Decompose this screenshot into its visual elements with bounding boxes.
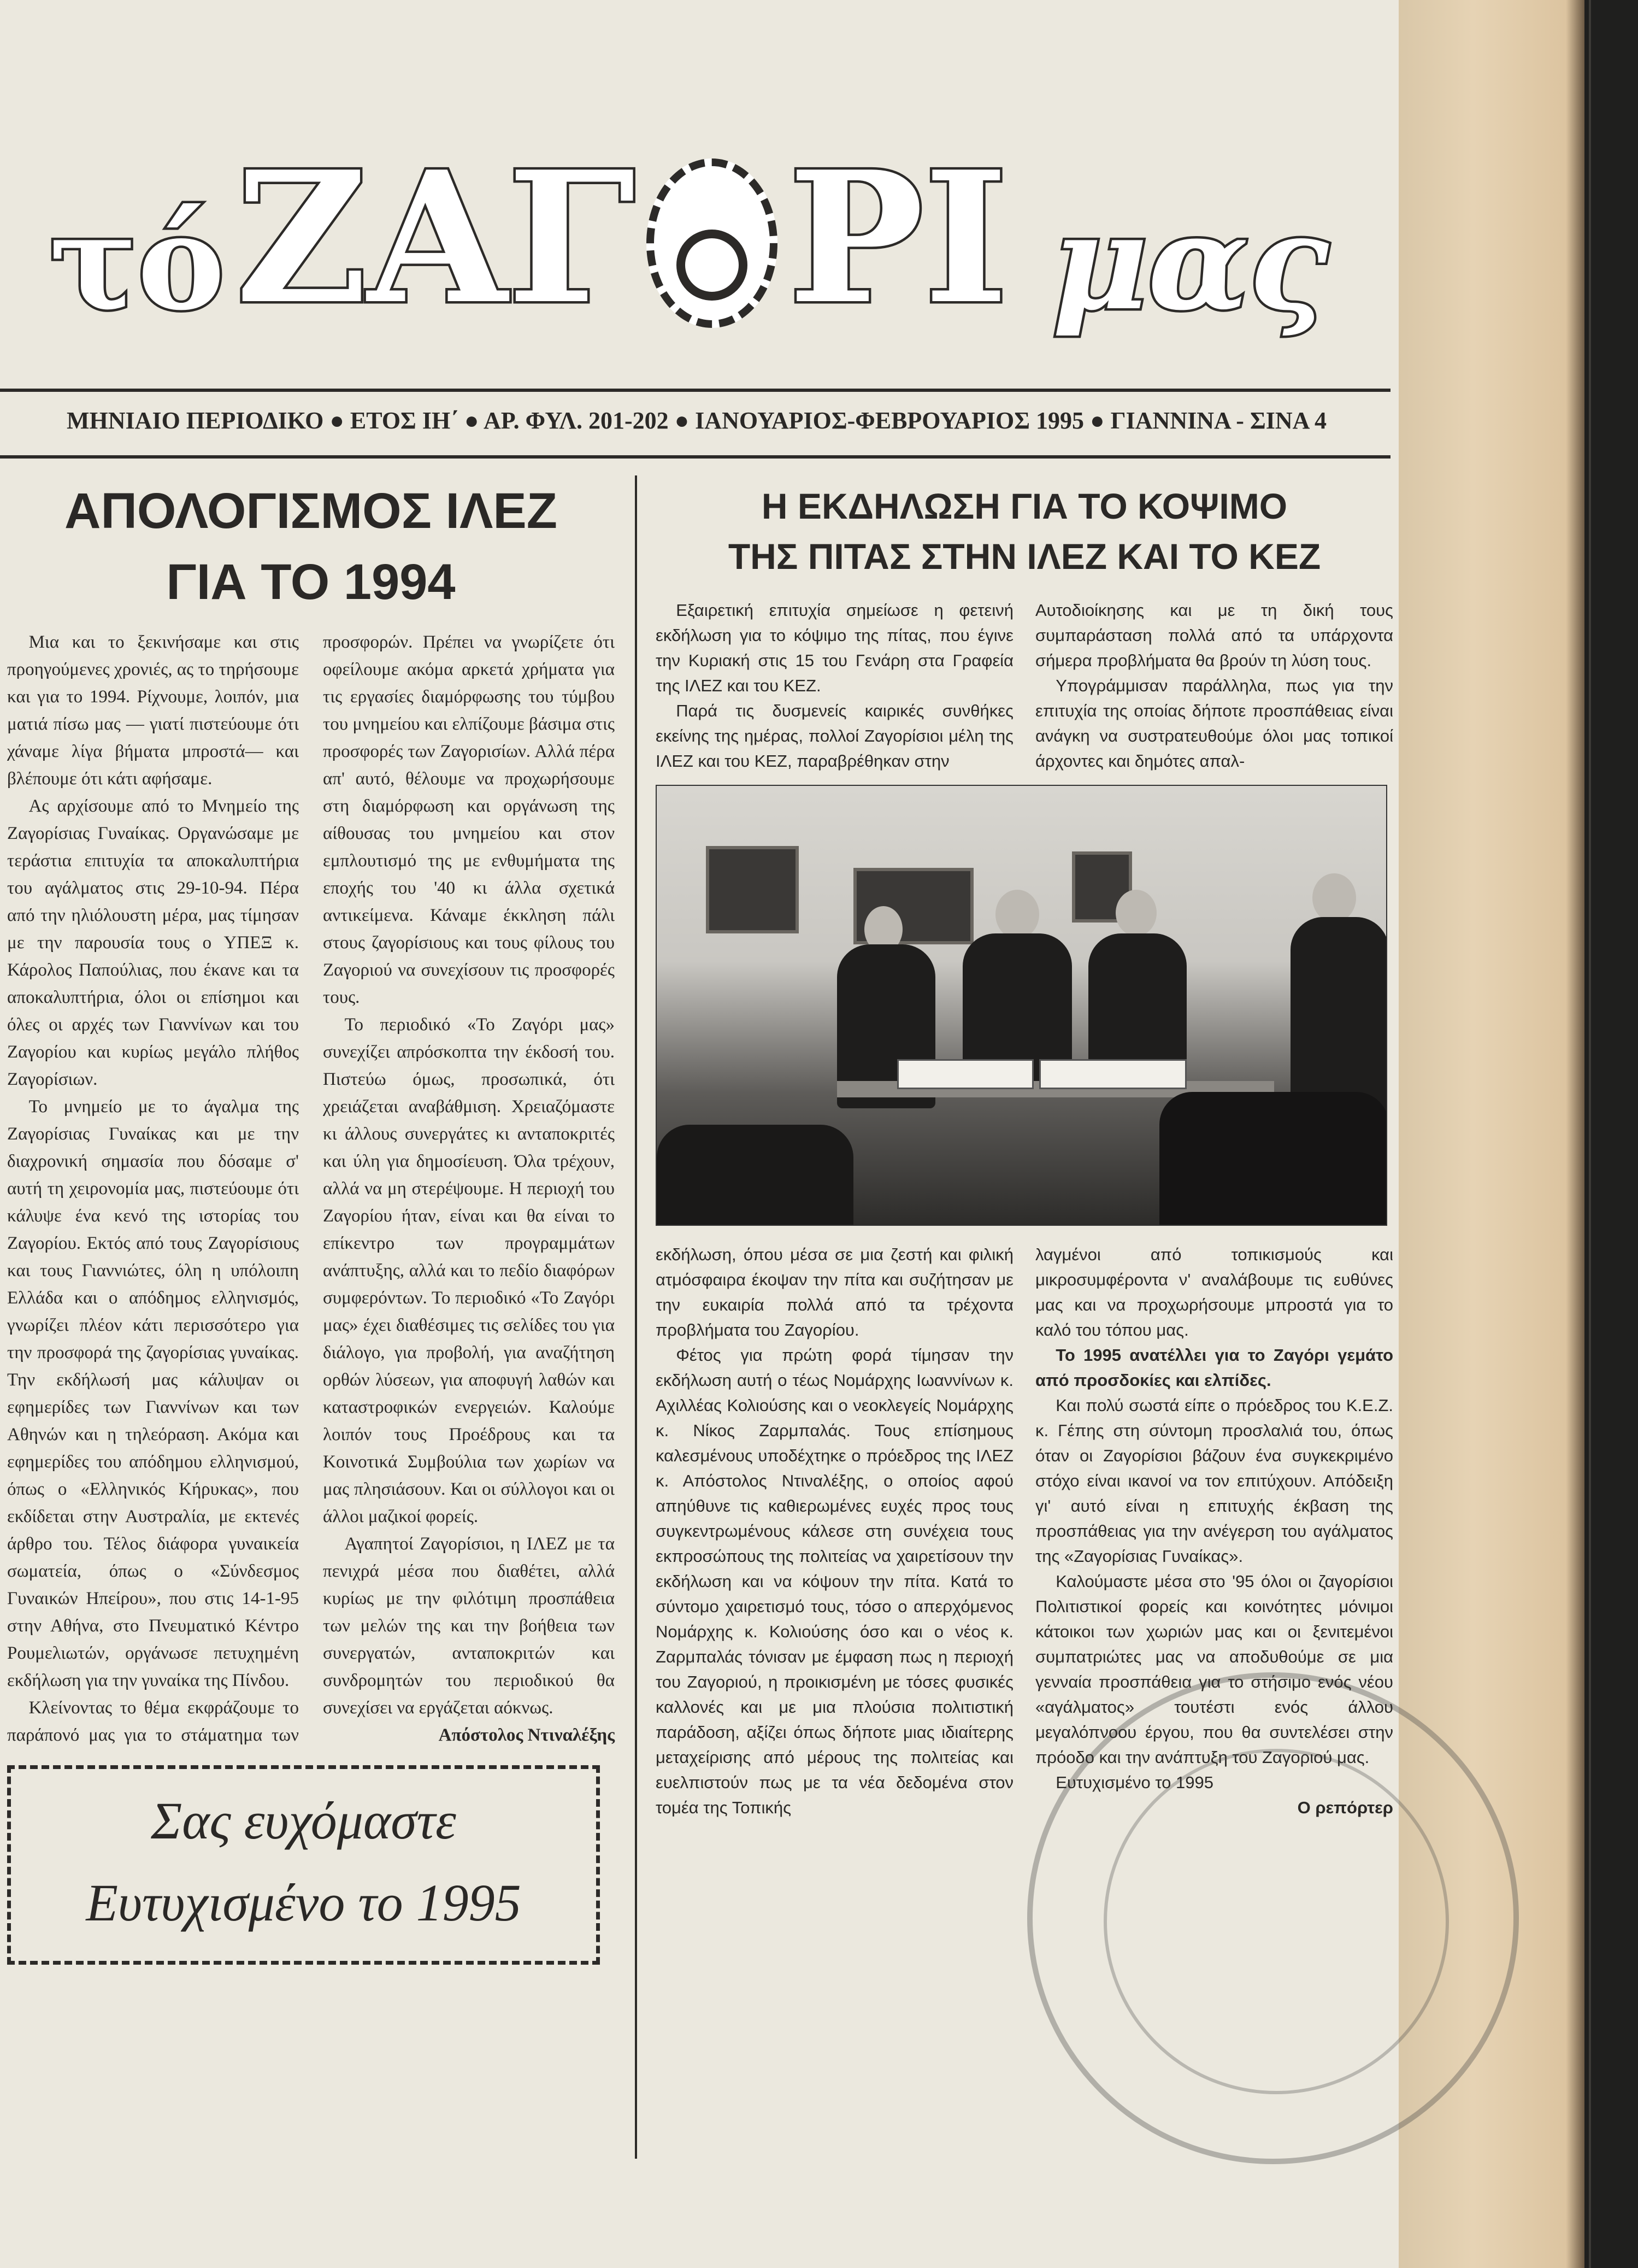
paragraph: Αυτοδιοίκησης και με τη δική τους συμπαράσταση πολλά από τα υπάρχοντα σήμερα προβλήματα θα βρούν τη λύση τους. xyxy=(1035,601,1393,670)
paragraph: Μια και το ξεκινήσαμε και στις προηγούμενες χρονιές, ας το τηρήσουμε και για το 1994. Ρίχνουμε, λοιπόν, μια ματιά πίσω μας — γιατί πιστεύουμε ότι χάναμε λίγα βήματα μπροστά— και βλέπουμε ότι κάτι αφήσαμε. xyxy=(7,632,299,789)
headline-line: ΤΗΣ ΠΙΤΑΣ ΣΤΗΝ ΙΛΕΖ ΚΑΙ ΤΟ ΚΕΖ xyxy=(728,536,1321,577)
book-page-edges xyxy=(1399,0,1584,2268)
paragraph: Το περιοδικό «Το Ζαγόρι μας» συνεχίζει απρόσκοπτα την έκδοσή του. Πιστεύω όμως, προσωπικά, ότι χρειάζεται αναβάθμιση. Χρειαζόμαστε κι άλλους συνεργάτες κι ανταποκριτές και ύλη για δημοσίευση. Όλα τρέχουν, αλλά να μη στερέψουμε. Η περιοχή του Ζαγορίου ήταν, είναι και θα είναι το επίκεντρο των προγραμμάτων ανάπτυξης, αλλά και το πεδίο διαφόρων συμφερόντων. Το περιοδικό «Το Ζαγόρι μας» έχει διαθέσιμες τις σελίδες του για διάλογο, για προβολή, για αναζήτηση ορθών λύσεων, για αποφυγή λαθών και καταστροφικών ενεργειών. Καλούμε λοιπόν τους Προέδρους και τα Κοινοτικά Συμβούλια των χωρίων να μας πλησιάσουν. Και οι σύλλογοι και οι άλλοι μαζικοί φορείς. xyxy=(323,1015,615,1526)
paragraph: Ας αρχίσουμε από το Μνημείο της Ζαγορίσιας Γυναίκας. Οργανώσαμε με τεράστια επιτυχία τα αποκαλυπτήρια του αγάλματος στις 29-10-94. Πέρα από την ηλιόλουστη μέρα, μας τίμησαν με την παρουσία τους ο ΥΠΕΞ κ. Κάρολος Παπούλιας, που έκανε και τα αποκαλυπτήρια, όλοι οι επίσημοι και όλες οι αρχές των Γιαννίνων και του Ζαγορίου και κυρίως μεγάλο πλήθος Ζαγορίσιων. xyxy=(7,796,299,1089)
paragraph: Φέτος για πρώτη φορά τίμησαν την εκδήλωση αυτή ο τέως Νομάρχης Ιωαννίνων κ. Αχιλλέας Κολιούσης και ο νεοκλεγείς Νομάρχης κ. Νίκος Ζαρμπαλάς. Τους επίσημους καλεσμένους υποδέχτηκε ο πρόεδρος της ΙΛΕΖ κ. Απόστολος Ντιναλέξης, ο οποίος αφού απηύθυνε τις καθιερωμένες ευχές προς τους συγκεντρωμένους κάλεσε στη συνέχεια τους εκπροσώπους της πολιτείας να χαιρετίσουν την εκδήλωση και να κόψουν την πίτα. Κατά το σύντομο χαιρετισμό τους, τόσο ο απερχόμενος Νομάρχης κ. Κολιούσης όσο και ο νέος κ. Ζαρμπαλάς τόνισαν με έμφαση πως η περιοχή του Ζαγοριού, η προικισμένη με τόσες φυσικές καλλονές και με μια πλούσια πολιτιστική παράδοση, αξίζει όπως δήποτε μιας ιδιαίτερης μεταχείρισης από μέρους της πολιτείας και ευελπιστούν πως με τα νέα δεδομένα στον τομέα της Τοπικής xyxy=(656,1345,1014,1817)
paragraph: εκδήλωση, όπου μέσα σε μια ζεστή και φιλική ατμόσφαιρα έκοψαν την πίτα και συζήτησαν με την ευκαιρία πολλά από τα τρέχοντα προβλήματα του Ζαγορίου. xyxy=(656,1245,1014,1339)
logo-mas: μας xyxy=(1052,185,1329,339)
article1-columns xyxy=(7,628,615,1749)
article2-bottom-columns xyxy=(656,1242,1393,1820)
paragraph: Υπογράμμισαν παράλληλα, πως για την επιτυχία της οποίας δήποτε προσπάθειας είναι ανάγκη να συστρατευθούμε όλοι μας τοπικοί άρχοντες και δημότες απαλ- xyxy=(1035,676,1393,771)
article2 xyxy=(656,481,1393,1820)
masthead-rule-top xyxy=(0,389,1390,392)
greeting-box xyxy=(7,1765,600,1965)
paragraph: Εξαιρετική επιτυχία σημείωσε η φετεινή εκδήλωση για το κόψιμο της πίτας, που έγινε την Κυριακή στις 15 του Γενάρη στα Γραφεία της ΙΛΕΖ και του ΚΕΖ. xyxy=(656,601,1014,695)
headline-line: ΑΠΟΛΟΓΙΣΜΟΣ ΙΛΕΖ xyxy=(64,483,557,539)
paragraph: Κλείνοντας το θέμα εκφράζουμε το παράπονό μας για το στάματημα των προσφορών. Πρέπει να γνωρίζετε ότι οφείλουμε ακόμα αρκετά χρήματα για τις εργασίες διαμόρφωσης του τύμβου του μνημείου και ελπίζουμε βάσιμα στις προσφορές των Ζαγορισίων. Αλλά πέρα απ' αυτό, θέλουμε να προχωρήσουμε στη διαμόρφωση και οργάνωση της αίθουσας του μνημείου και στον εμπλουτισμό της με ενθυμήματα της εποχής του '40 κι άλλα σχετικά αντικείμενα. Κάναμε έκκληση πάλι στους ζαγορίσιους και τους φίλους του Ζαγοριού να συνεχίσουν τις προσφορές τους. xyxy=(7,632,615,1745)
column-divider xyxy=(635,475,637,2159)
paragraph: λαγμένοι από τοπικισμούς και μικροσυμφέροντα ν' αναλάβουμε τις ευθύνες μας και να προχωρήσουμε μπροστά για το καλό του τόπου μας. xyxy=(1035,1245,1393,1339)
logo-to: τό xyxy=(49,185,225,339)
masthead-rule-bottom xyxy=(0,455,1390,459)
paragraph: Αγαπητοί Ζαγορίσιοι, η ΙΛΕΖ με τα πενιχρά μέσα που διαθέτει, αλλά κυρίως με την φιλότιμη προσπάθεια των μελών της και την βοήθεια των συνεργατών, ανταποκριτών και συνδρομητών του περιοδικού θα συνεχίσει να εργάζεται αόκνως. xyxy=(323,1534,615,1718)
paragraph: Καλούμαστε μέσα στο '95 όλοι οι ζαγορίσιοι Πολιτιστικοί φορείς και κοινότητες μόνιμοι κάτοικοι των χωριών μας και οι ξενιτεμένοι συμπατριώτες μας να αποδυθούμε σε μια γενναία προσπάθεια για το στήσιμο ενός νέου «αγάλματος» τουτέστι ενός άλλου μεγαλόπνοου έργου, που θα συντελέσει στην πρόοδο και την ανάπτυξη του Ζαγοριού μας. xyxy=(1035,1572,1393,1767)
event-photo xyxy=(656,785,1387,1226)
article2-top-columns xyxy=(656,598,1393,774)
article2-headline xyxy=(656,481,1393,581)
bold-paragraph: Το 1995 ανατέλλει για το Ζαγόρι γεμάτο από προσδοκίες και ελπίδες. xyxy=(1035,1345,1393,1390)
closing-line: Ευτυχισμένο το 1995 xyxy=(1056,1773,1213,1792)
greeting-line: Σας ευχόμαστε xyxy=(151,1791,456,1850)
headline-line: Η ΕΚΔΗΛΩΣΗ ΓΙΑ ΤΟ ΚΟΨΙΜΟ xyxy=(761,486,1288,526)
headline-line: ΓΙΑ ΤΟ 1994 xyxy=(166,554,456,610)
logo-ri: ΡΙ xyxy=(788,132,1009,344)
book-binding xyxy=(1584,0,1638,2268)
paragraph: Το μνημείο με το άγαλμα της Ζαγορίσιας Γυναίκας και με την διαχρονική σημασία που δόσαμε σ' αυτή τη χειρονομία μας, πιστεύουμε ότι κάλυψε ένα κενό της ιστορίας του Ζαγορίου. Εκτός από τους Ζαγορίσιους και τους Γιαννιώτες, όλη η υπόλοιπη Ελλάδα και ο απόδημος ελληνισμός, γνωρίζει πλέον κάτι περισσότερο για την προσφορά της ζαγορίσιας γυναίκας. Την εκδήλωσή μας κάλυψαν οι εφημερίδες των Γιαννίνων και των Αθηνών και η τηλεόραση. Ακόμα και εφημερίδες του απόδημου ελληνισμού, όπως ο «Ελληνικός Κήρυκας», που εκδίδεται στην Αυστραλία, με εκτενές άρθρο του. Τέλος διάφορα γυναικεία σωματεία, όπως ο «Σύνδεσμος Γυναικών Ηπείρου», που στις 14-1-95 στην Αθήνα, στο Πνευματικό Κέντρο Ρουμελιωτών, οργάνωσε πετυχημένη εκδήλωση για την γυναίκα της Πίνδου. xyxy=(7,1097,299,1690)
masthead-logo xyxy=(49,132,1329,344)
paragraph: Παρά τις δυσμενείς καιρικές συνθήκες εκείνης της ημέρας, πολλοί Ζαγορίσιοι μέλη της ΙΛΕΖ και του ΚΕΖ, παραβρέθηκαν στην xyxy=(656,701,1014,771)
article1-author: Απόστολος Ντιναλέξης xyxy=(438,1725,615,1745)
paragraph: Και πολύ σωστά είπε ο πρόεδρος του Κ.Ε.Ζ. κ. Γέπης στη σύντομη προσλαλιά του, όπως όταν οι Ζαγορίσιοι βάζουν ένα συγκεκριμένο στόχο είναι ικανοί να τον επιτύχουν. Απόδειξη γι' αυτό είναι η επιτυχής έκβαση της προσπάθειας για την ανέγερση του αγάλματος της «Ζαγορίσιας Γυναίκας». xyxy=(1035,1396,1393,1566)
logo-zag: ΖΑΓ xyxy=(235,132,635,344)
greeting-line: Ευτυχισμένο το 1995 xyxy=(86,1873,521,1932)
issue-info-line: ΜΗΝΙΑΙΟ ΠΕΡΙΟΔΙΚΟ ● ΕΤΟΣ ΙΗ΄ ● ΑΡ. ΦΥΛ. 201-202 ● ΙΑΝΟΥΑΡΙΟΣ-ΦΕΒΡΟΥΑΡΙΟΣ 1995 ● ΓΙΑΝΝΙΝΑ - ΣΙΝΑ 4 xyxy=(67,407,1327,434)
article1-headline xyxy=(7,475,615,618)
article1 xyxy=(7,475,615,1965)
door-knocker-icon xyxy=(646,158,777,328)
article2-author: Ο ρεπόρτερ xyxy=(1297,1798,1393,1817)
